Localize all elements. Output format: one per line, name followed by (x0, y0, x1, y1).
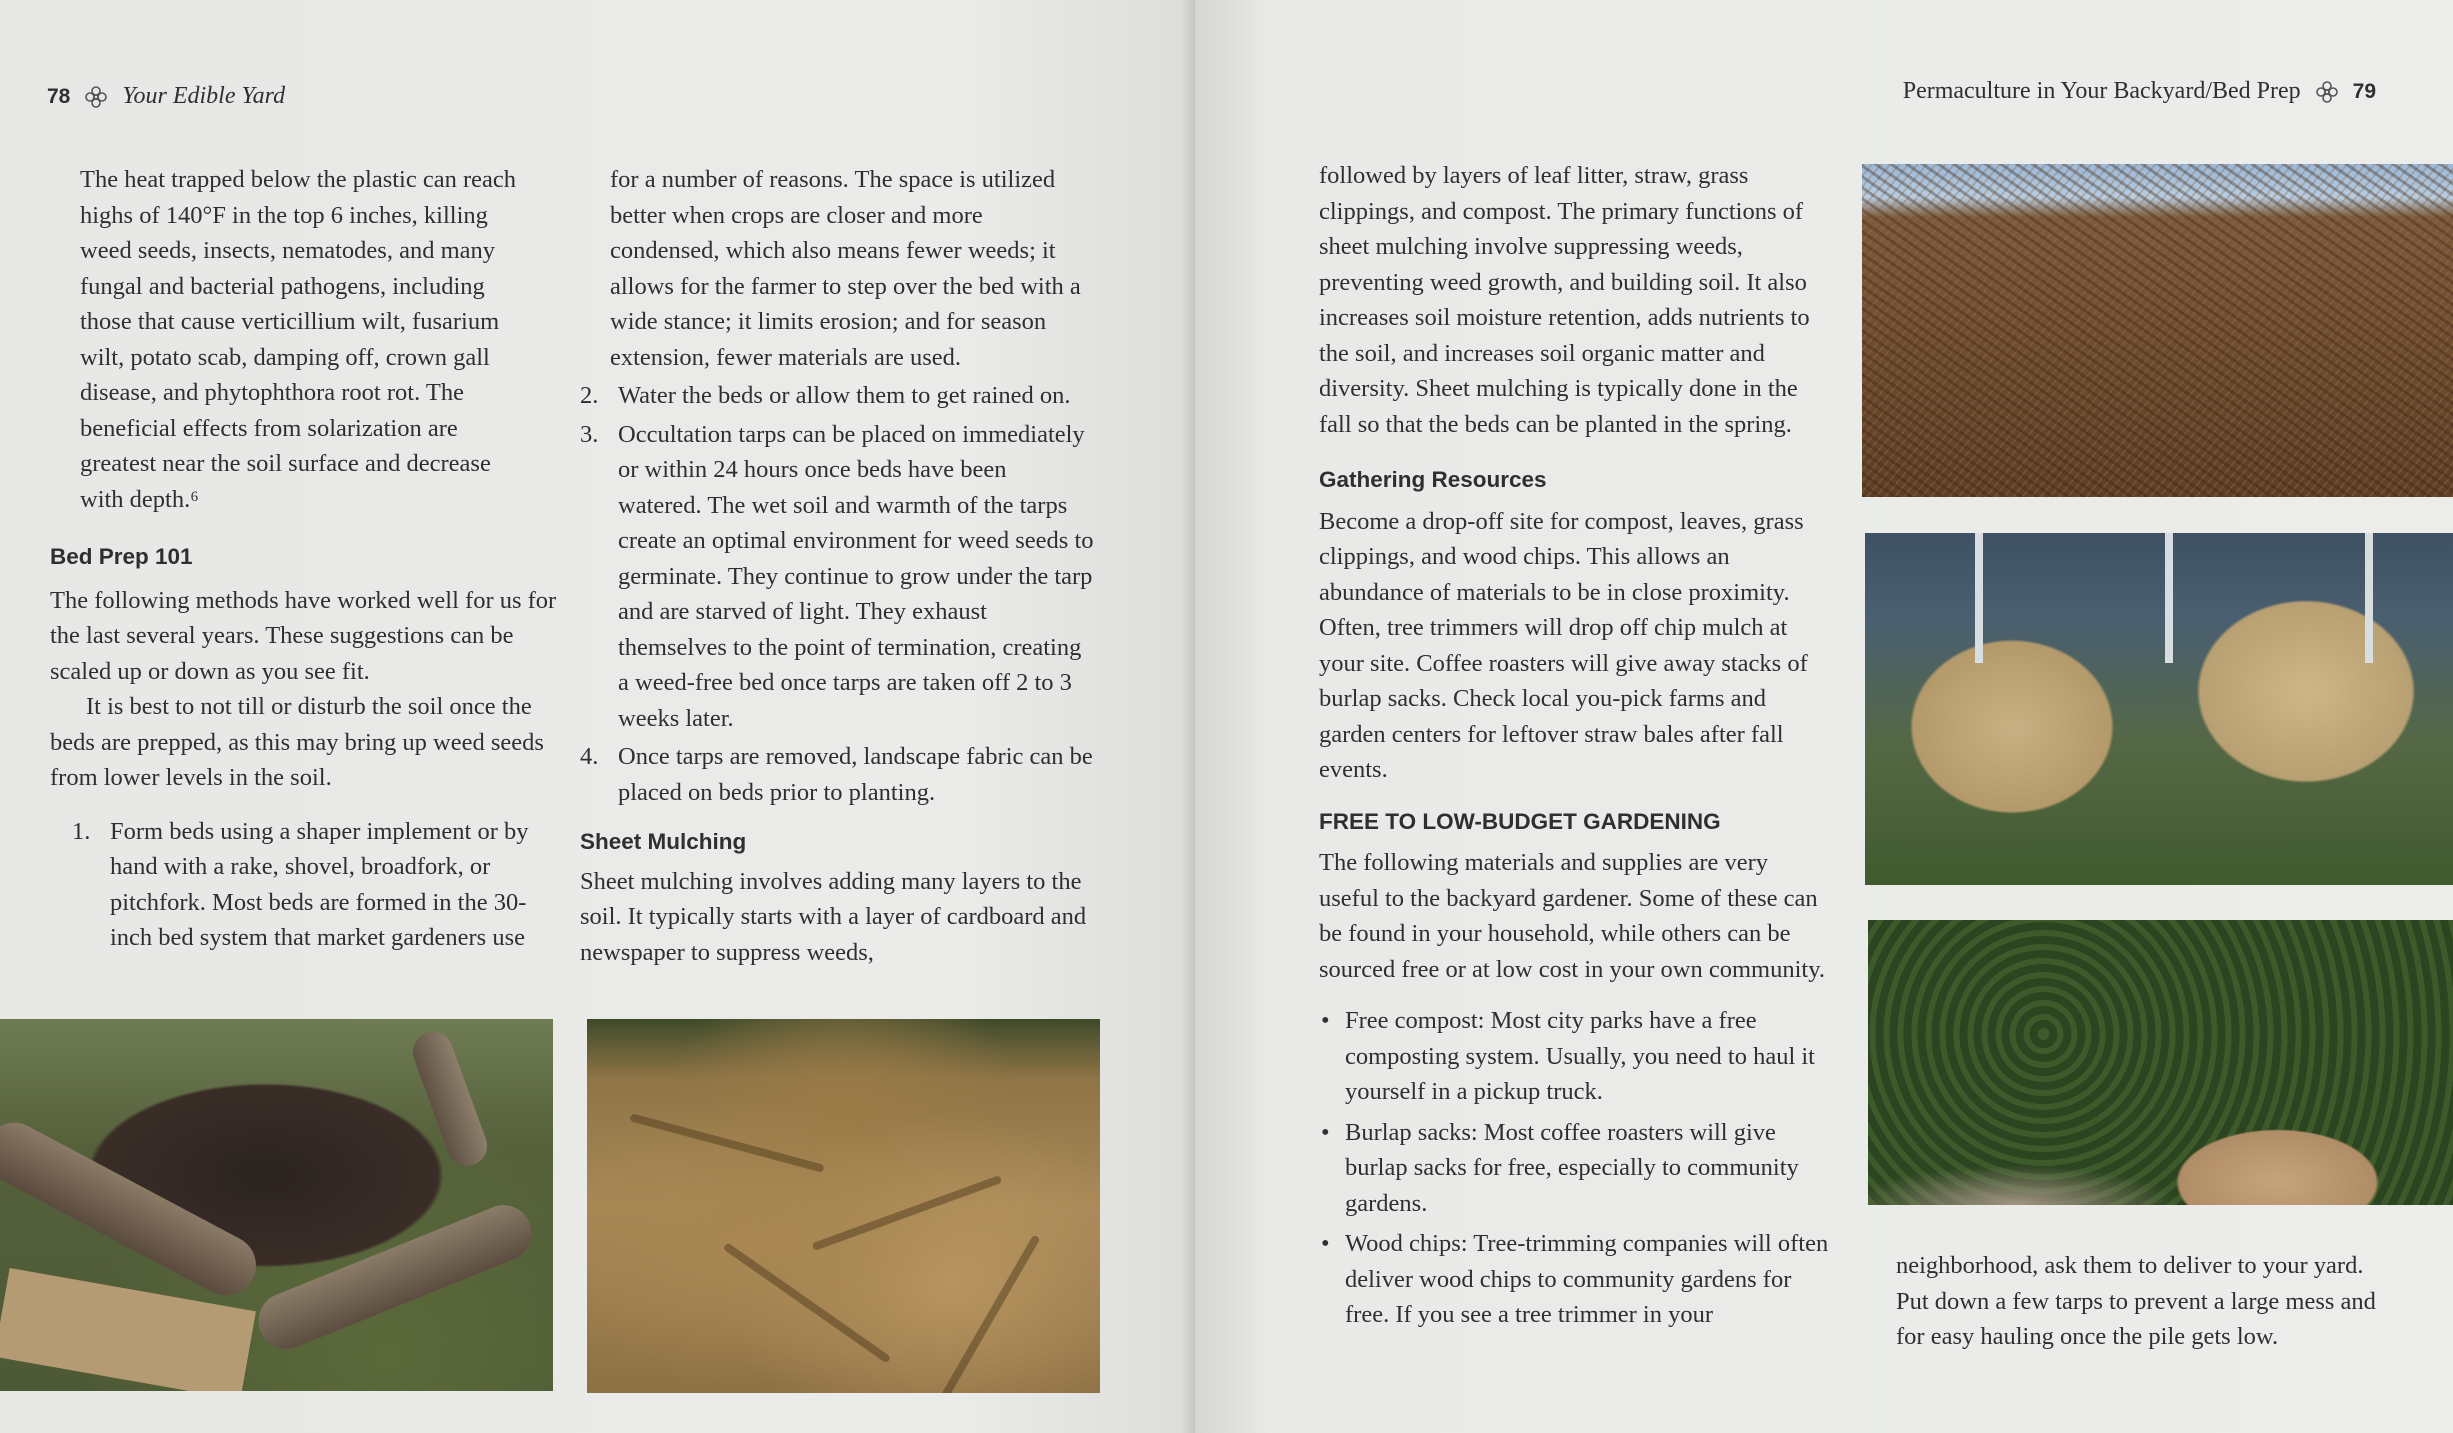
list-item: • Free compost: Most city parks have a free composting system. Usually, you need to haul it yourself in a pickup truck. (1319, 1003, 1834, 1110)
gathering-resources-paragraph: Become a drop-off site for compost, leaves, grass clippings, and wood chips. This allows an abundance of materials to be in close proximity. Often, tree trimmers will drop off chip mulch at your site. Coffee roasters will give away stacks of burlap sacks. Check local you-pick farms and garden centers for leftover straw bales after fall events. (1319, 507, 1808, 783)
right-column-2 (1896, 1248, 2396, 1355)
flower-ornament-icon (2315, 80, 2339, 104)
list-item: • Burlap sacks: Most coffee roasters will give burlap sacks for free, especially to community gardens. (1319, 1115, 1834, 1222)
step-item: 2. Water the beds or allow them to get rained on. (580, 382, 1071, 409)
gathering-resources-heading: Gathering Resources (1319, 467, 1547, 492)
photo-burlap-sacks-stacks (1865, 533, 2453, 885)
flower-ornament-icon (84, 85, 108, 109)
sheet-mulching-paragraph: Sheet mulching involves adding many layers to the soil. It typically starts with a layer of cardboard and newspaper to suppress weeds, (580, 867, 1087, 966)
step-text: Form beds using a shaper implement or by hand with a rake, shovel, broadfork, or pitchfork. Most beds are formed in the 30-inch bed system that market gardeners use (110, 817, 529, 951)
left-column-2 (580, 162, 1095, 970)
photo-garden-bed-with-logs (0, 1019, 553, 1391)
low-budget-intro: The following materials and supplies are very useful to the backyard gardener. Some of these can be found in your household, while others can be sourced free or at low cost in your own community. (1319, 849, 1825, 983)
list-item: • Wood chips: Tree-trimming companies will often deliver wood chips to community gardens for free. If you see a tree trimmer in your (1319, 1226, 1834, 1333)
step-text: Once tarps are removed, landscape fabric can be placed on beds prior to planting. (618, 743, 1093, 806)
solarization-paragraph: The heat trapped below the plastic can reach highs of 140°F in the top 6 inches, killing weed seeds, insects, nematodes, and many fungal and bacterial pathogens, including those that cause verticillium wilt, fusarium wilt, potato scab, damping off, crown gall disease, and phytophthora root rot. The beneficial effects from solarization are greatest near the soil surface and decrease with depth.⁶ (80, 166, 517, 513)
right-running-header (1903, 78, 2376, 105)
sheet-mulching-heading: Sheet Mulching (580, 829, 747, 854)
step-item: 4. Once tarps are removed, landscape fabric can be placed on beds prior to planting. (580, 743, 1093, 806)
photo-compost-pile-by-hedge (1868, 920, 2453, 1205)
right-page-number: 79 (2352, 79, 2376, 103)
left-column-1 (50, 162, 557, 956)
low-budget-heading: FREE TO LOW-BUDGET GARDENING (1319, 808, 1721, 834)
step-text: Occultation tarps can be placed on immediately or within 24 hours once beds have been watered. The wet soil and warmth of the tarps create an optimal environment for weed seeds to germinate. They continue to grow under the tarp and are starved of light. They exhaust themselves to the point of termination, creating a weed-free bed once tarps are taken off 2 to 3 weeks later. (618, 420, 1094, 732)
left-running-header (47, 83, 285, 110)
step-text: Water the beds or allow them to get rained on. (618, 382, 1071, 409)
bed-prep-heading: Bed Prep 101 (50, 544, 193, 569)
sheet-mulching-continuation: followed by layers of leaf litter, straw, grass clippings, and compost. The primary functions of sheet mulching involve suppressing weeds, preventing weed growth, and building soil. It also increases soil moisture retention, adds nutrients to the soil, and increases soil organic matter and diversity. Sheet mulching is typically done in the fall so that the beds can be planted in the spring. (1319, 162, 1810, 438)
bed-prep-intro: The following methods have worked well for us for the last several years. These suggestions can be scaled up or down as you see fit. (50, 586, 557, 685)
bed-prep-till-note: It is best to not till or disturb the soil once the beds are prepped, as this may bring up weed seeds from lower levels in the soil. (50, 693, 544, 791)
step-item: 3. Occultation tarps can be placed on immediately or within 24 hours once beds have been watered. The wet soil and warmth of the tarps create an optimal environment for weed seeds to germinate. They continue to grow under the tarp and are starved of light. They exhaust themselves to the point of termination, creating a weed-free bed once tarps are taken off 2 to 3 weeks later. (580, 420, 1094, 732)
left-running-title: Your Edible Yard (122, 83, 286, 109)
right-running-title: Permaculture in Your Backyard/Bed Prep (1902, 78, 2301, 104)
photo-wood-chip-pile (1862, 164, 2453, 497)
step-item: 1. Form beds using a shaper implement or by hand with a rake, shovel, broadfork, or pitchfork. Most beds are formed in the 30-inch bed system that market gardeners use (72, 817, 529, 951)
right-column-1 (1319, 158, 1834, 1338)
photo-burlap-sheet-mulch (587, 1019, 1100, 1393)
wood-chips-continuation: neighborhood, ask them to deliver to your yard. Put down a few tarps to prevent a large mess and for easy hauling once the pile gets low. (1896, 1252, 2376, 1350)
left-page-number: 78 (47, 84, 71, 108)
step1-continuation: for a number of reasons. The space is utilized better when crops are closer and more condensed, which also means fewer weeds; it allows for the farmer to step over the bed with a wide stance; it limits erosion; and for season extension, fewer materials are used. (610, 166, 1081, 371)
left-page (0, 0, 1195, 1433)
